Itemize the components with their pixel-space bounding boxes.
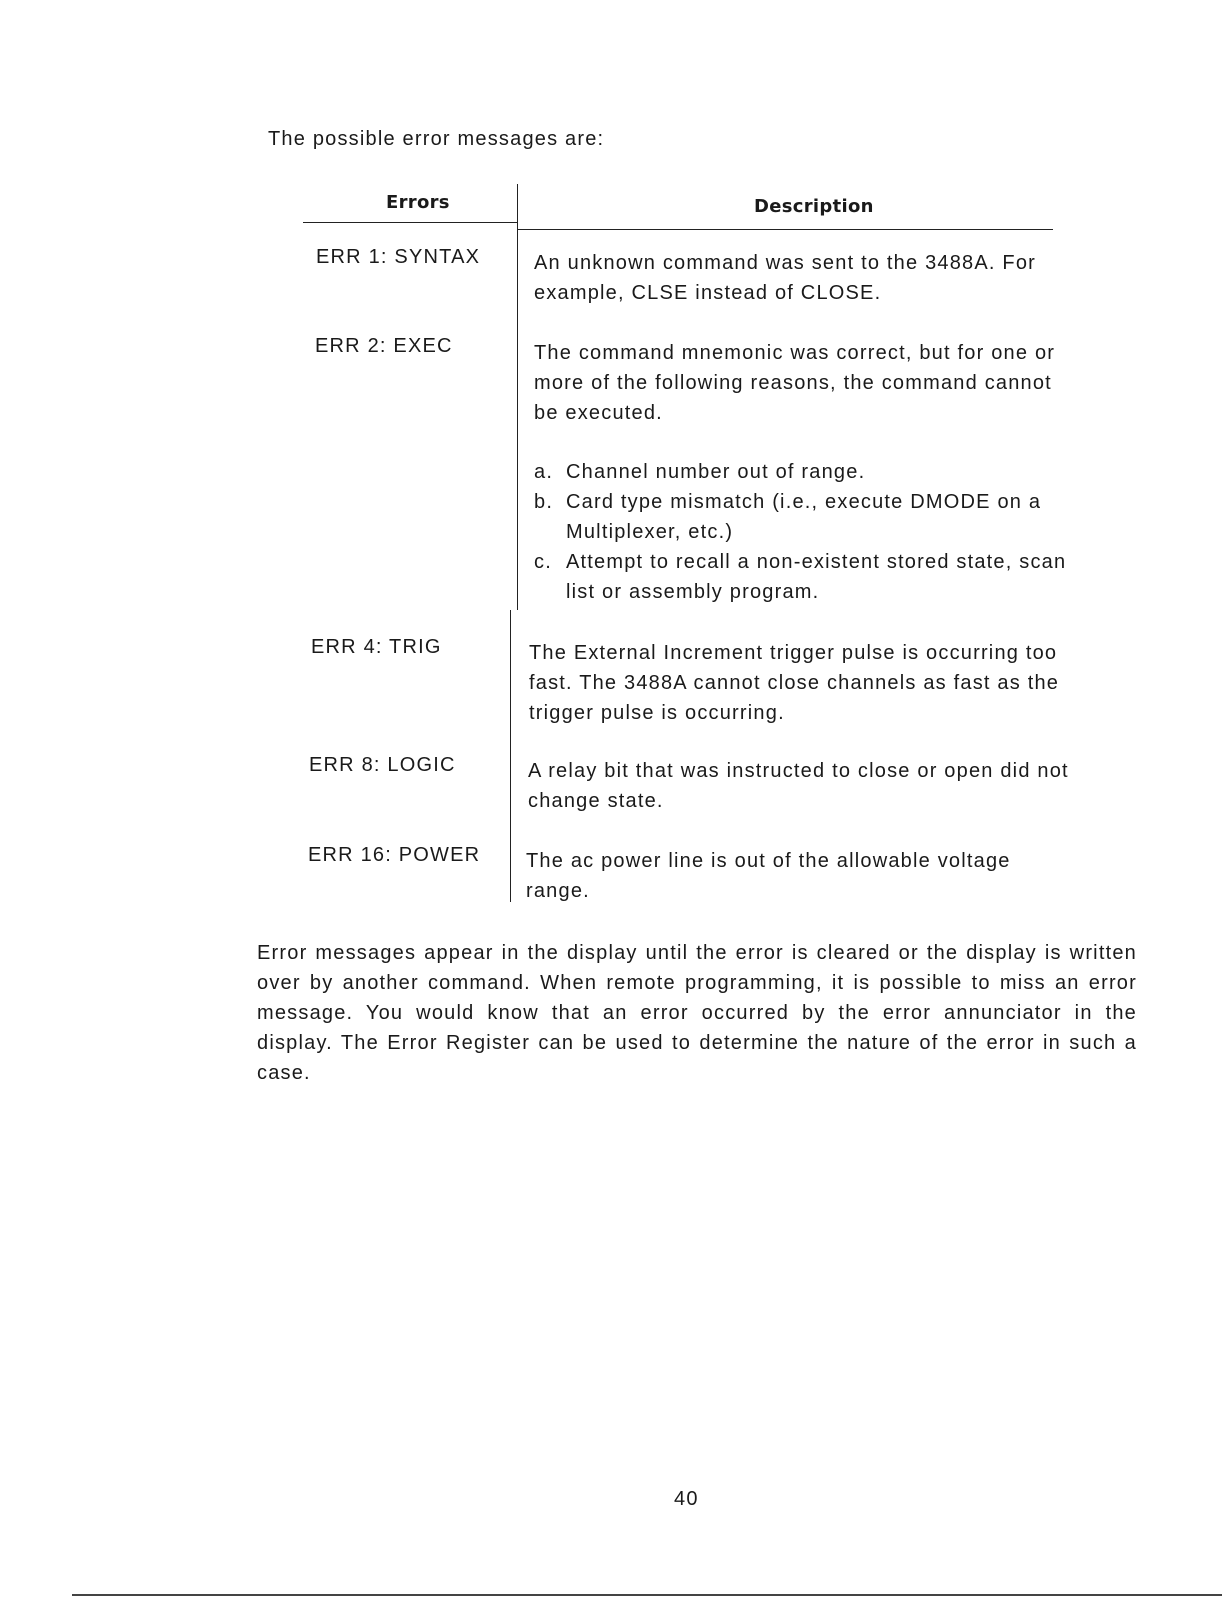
list-item [534, 487, 1074, 547]
intro-text: The possible error messages are: [268, 128, 605, 150]
list-item-text: Card type mismatch (i.e., execute DMODE on a Multiplexer, etc.) [566, 491, 1042, 543]
list-item [534, 547, 1074, 607]
list-item-text: Attempt to recall a non-existent stored state, scan list or assembly program. [566, 551, 1067, 603]
column-divider-lower [510, 610, 511, 902]
page-number: 40 [674, 1488, 699, 1510]
error-code: ERR 16: POWER [308, 844, 481, 866]
error-description: An unknown command was sent to the 3488A. For example, CLSE instead of CLOSE. [534, 252, 1037, 304]
error-description: The External Increment trigger pulse is occurring too fast. The 3488A cannot close channels as fast as the trigger pulse is occurring. [529, 642, 1060, 724]
error-code: ERR 8: LOGIC [309, 754, 456, 776]
list-item [534, 457, 1074, 487]
error-description: The command mnemonic was correct, but for one or more of the following reasons, the command cannot be executed. [534, 342, 1056, 424]
list-marker: a. [534, 461, 554, 483]
error-code: ERR 2: EXEC [315, 335, 453, 357]
error-code: ERR 4: TRIG [311, 636, 442, 658]
list-item-text: Channel number out of range. [566, 461, 866, 483]
header-rule-right [517, 229, 1053, 230]
list-marker: c. [534, 551, 552, 573]
exec-reason-list [534, 457, 1074, 607]
description-column-header: Description [754, 196, 874, 217]
errors-column-header: Errors [386, 192, 450, 213]
header-rule-left [303, 222, 517, 223]
error-code: ERR 1: SYNTAX [316, 246, 481, 268]
error-description: The ac power line is out of the allowable voltage range. [526, 850, 1011, 902]
body-paragraph: Error messages appear in the display until the error is cleared or the display is written over by another command. When remote programming, it is possible to miss an error message. You would know that an error occurred by the error annunciator in the display. The Error Register can be used to determine the nature of the error in such a case. [257, 942, 1137, 1084]
page-bottom-rule [72, 1594, 1222, 1596]
list-marker: b. [534, 491, 554, 513]
error-description: A relay bit that was instructed to close or open did not change state. [528, 760, 1069, 812]
column-divider-upper [517, 184, 518, 610]
